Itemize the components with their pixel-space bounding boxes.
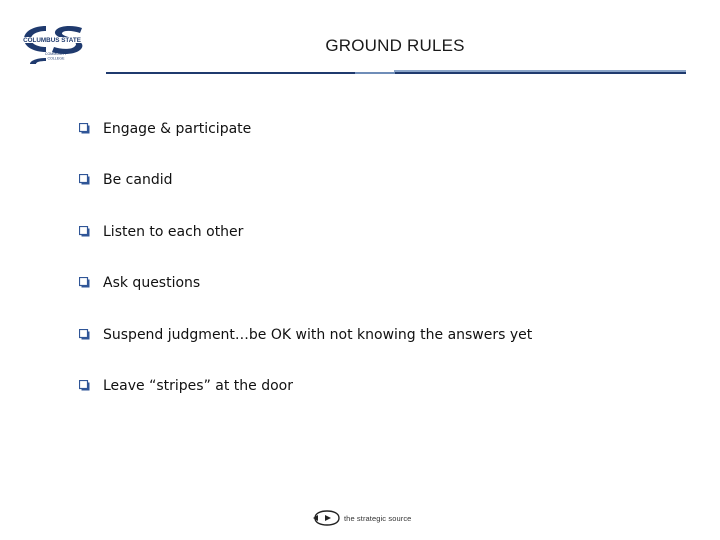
strategic-source-icon xyxy=(312,509,342,527)
list-item xyxy=(79,118,532,169)
checkbox-bullet-icon xyxy=(79,277,90,288)
list-item xyxy=(79,272,532,323)
rule-text: Suspend judgment…be OK with not knowing the answers yet xyxy=(103,326,533,343)
header-divider xyxy=(106,72,686,74)
rule-text: Ask questions xyxy=(103,275,201,292)
rule-text: Leave “stripes” at the door xyxy=(103,377,293,394)
header-divider-fade xyxy=(355,72,395,74)
checkbox-bullet-icon xyxy=(79,174,90,185)
checkbox-bullet-icon xyxy=(79,329,90,340)
list-item xyxy=(79,169,532,220)
logo-wordmark: COLUMBUS STATE xyxy=(23,37,81,44)
list-item xyxy=(79,324,532,375)
checkbox-bullet-icon xyxy=(79,380,90,391)
logo-subline-1: COMMUNITY xyxy=(44,52,68,56)
slide-title: GROUND RULES xyxy=(325,36,465,55)
list-item xyxy=(79,221,532,272)
cs-logo-mark xyxy=(16,22,88,68)
footer-brand-logo xyxy=(312,508,411,528)
logo-subline-2: COLLEGE xyxy=(47,56,65,61)
ground-rules-list xyxy=(79,118,532,426)
list-item xyxy=(79,375,532,426)
rule-text: Be candid xyxy=(103,172,173,189)
rule-text: Listen to each other xyxy=(103,223,244,240)
rule-text: Engage & participate xyxy=(103,121,252,137)
columbus-state-logo xyxy=(16,22,88,68)
checkbox-bullet-icon xyxy=(79,123,90,134)
header-divider-accent xyxy=(394,70,686,72)
checkbox-bullet-icon xyxy=(79,226,90,237)
footer-brand-text: the strategic source xyxy=(344,513,412,523)
